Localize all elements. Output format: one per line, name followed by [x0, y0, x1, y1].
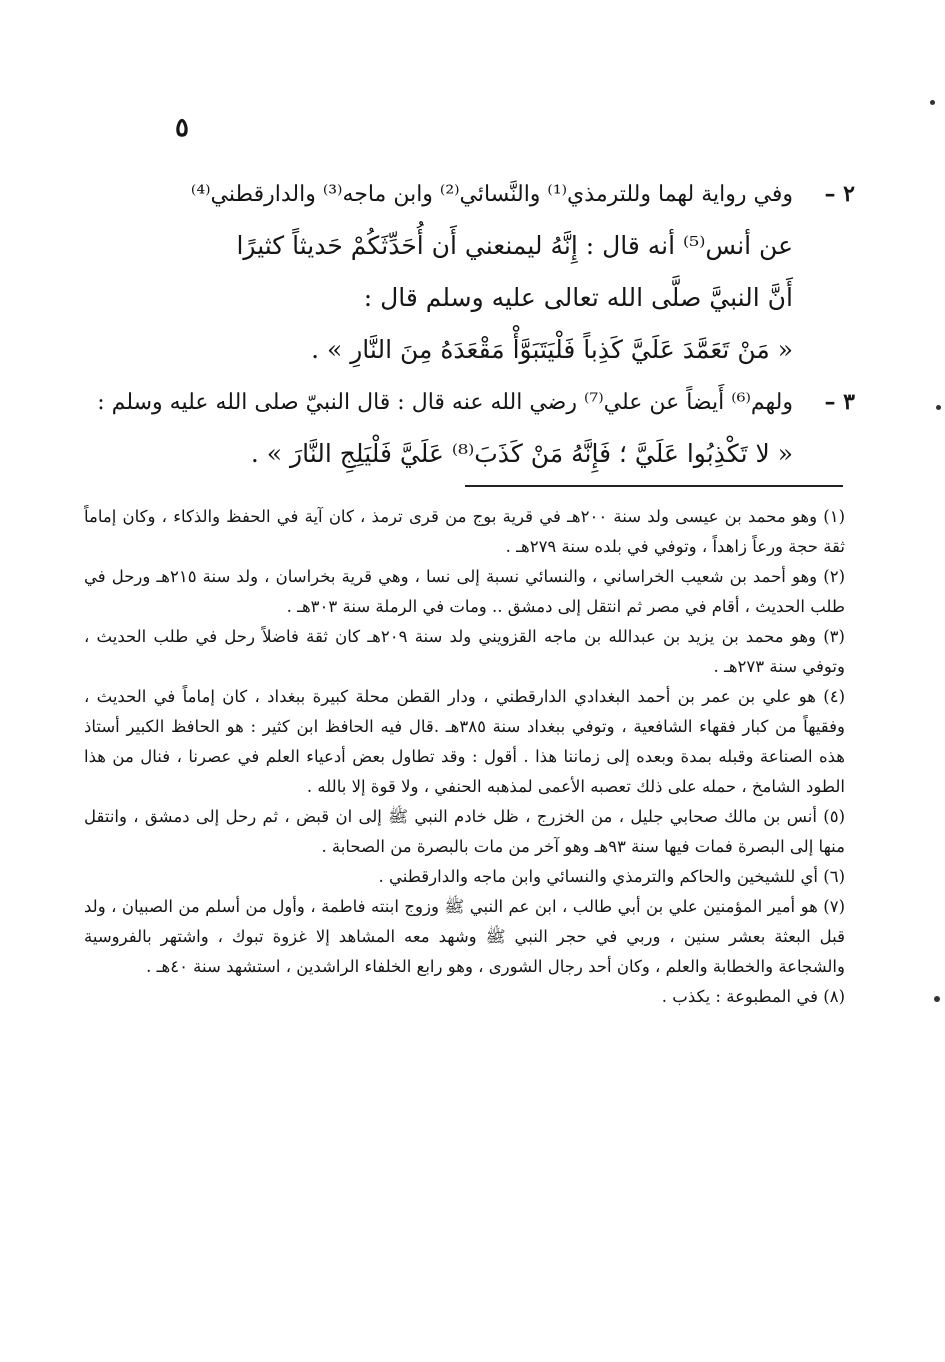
footnote-8: (٨) في المطبوعة : يكذب . — [661, 987, 845, 1006]
item-3-number: ٣ – — [824, 389, 855, 415]
footnote-5: (٥) أنس بن مالك صحابي جليل ، من الخزرج ، ظل خادم النبي ﷺ إلى ان قبض ، ثم رحل إلى دمشق ، وانتقل منها إلى البصرة فمات فيها سنة ٩٣هـ وهو آخر من مات بالبصرة من الصحابة . — [84, 807, 845, 856]
footnote-2: (٢) وهو أحمد بن شعيب الخراساني ، والنسائي نسبة إلى نسا ، وهي قرية بخراسان ، ولد سنة ٢١٥هـ ورحل في طلب الحديث ، أقام في مصر ثم انتقل إلى دمشق .. ومات في الرملة سنة ٣٠٣هـ . — [84, 567, 845, 616]
item-2-line-1 — [150, 168, 855, 220]
item-3-line-1 — [97, 376, 855, 428]
footnote-7: (٧) هو أمير المؤمنين علي بن أبي طالب ، ابن عم النبي ﷺ وزوج ابنته فاطمة ، وأول من أسلم من الصبيان ، ولد قبل البعثة بعشر سنين ، وربي في حجر النبي ﷺ وشهد معه المشاهد إلا غزوة تبوك ، واشتهر بالفروسية والشجاعة والخطابة والعلم ، وكان أحد رجال الشورى ، وهو رابع الخلفاء الراشدين ، استشهد سنة ٤٠هـ . — [84, 897, 845, 976]
footnotes — [84, 502, 845, 1012]
margin-speck — [930, 100, 935, 105]
item-2-line-2: عن أنس⁽⁵⁾ أنه قال : إِنَّهُ ليمنعني أَن أُحَدِّثَكُمْ حَديثاً كثيرًا — [236, 231, 793, 260]
item-2-line-3: أَنَّ النبيَّ صلَّى الله تعالى عليه وسلم قال : — [363, 283, 793, 312]
page-number: ٥ — [175, 113, 189, 143]
footnote-1: (١) وهو محمد بن عيسى ولد سنة ٢٠٠هـ في قرية بوج من قرى ترمذ ، كان آية في الحفظ والذكاء ، وكان إماماً ثقة حجة ورعاً زاهداً ، وتوفي في بلده سنة ٢٧٩هـ . — [84, 507, 846, 556]
margin-speck — [936, 405, 941, 410]
footnote-4: (٤) هو علي بن عمر بن أحمد البغدادي الدارقطني ، ودار القطن محلة كبيرة ببغداد ، كان إماماً في الحديث ، وفقيهاً من كبار فقهاء الشافعية ، وتوفي ببغداد سنة ٣٨٥هـ .قال فيه الحافظ ابن كثير : هو الحافظ الكبير أستاذ هذه الصناعة وقبله بمدة وبعده إلى زماننا هذا . أقول : وقد تطاول بعض أدعياء العلم في عصرنا ، فنال من هذا الطود الشامخ ، حمله على ذلك تعصبه الأعمى لمذهبه الحنفي ، ولا قوة إلا بالله . — [84, 687, 846, 796]
footnote-divider — [465, 485, 843, 487]
item-3-text-1: ولهم⁽⁶⁾ أَيضاً عن علي⁽⁷⁾ رضي الله عنه قال : قال النبيّ صلى الله عليه وسلم : — [97, 390, 793, 415]
footnote-6: (٦) أي للشيخين والحاكم والترمذي والنسائي وابن ماجه والدارقطني . — [378, 867, 845, 886]
item-2-text-1: وفي رواية لهما وللترمذي⁽¹⁾ والنَّسائي⁽²⁾ وابن ماجه⁽³⁾ والدارقطني⁽⁴⁾ — [190, 182, 793, 207]
item-2-hadith: « مَنْ تَعَمَّدَ عَلَيَّ كَذِباً فَلْيَتَبَوَّأْ مَقْعَدَهُ مِنَ النَّارِ » . — [311, 335, 793, 364]
margin-speck — [934, 996, 940, 1002]
item-3-hadith: « لا تَكْذِبُوا عَلَيَّ ؛ فَإِنَّهُ مَنْ كَذَبَ⁽⁸⁾ عَلَيَّ فَلْيَلِجِ النَّارَ » . — [250, 439, 793, 468]
item-2-number: ٢ – — [824, 181, 855, 207]
footnote-3: (٣) وهو محمد بن يزيد بن عبدالله بن ماجه القزويني ولد سنة ٢٠٩هـ كان ثقة فاضلاً رحل في طلب الحديث ، وتوفي سنة ٢٧٣هـ . — [84, 627, 845, 676]
main-text — [97, 168, 855, 480]
